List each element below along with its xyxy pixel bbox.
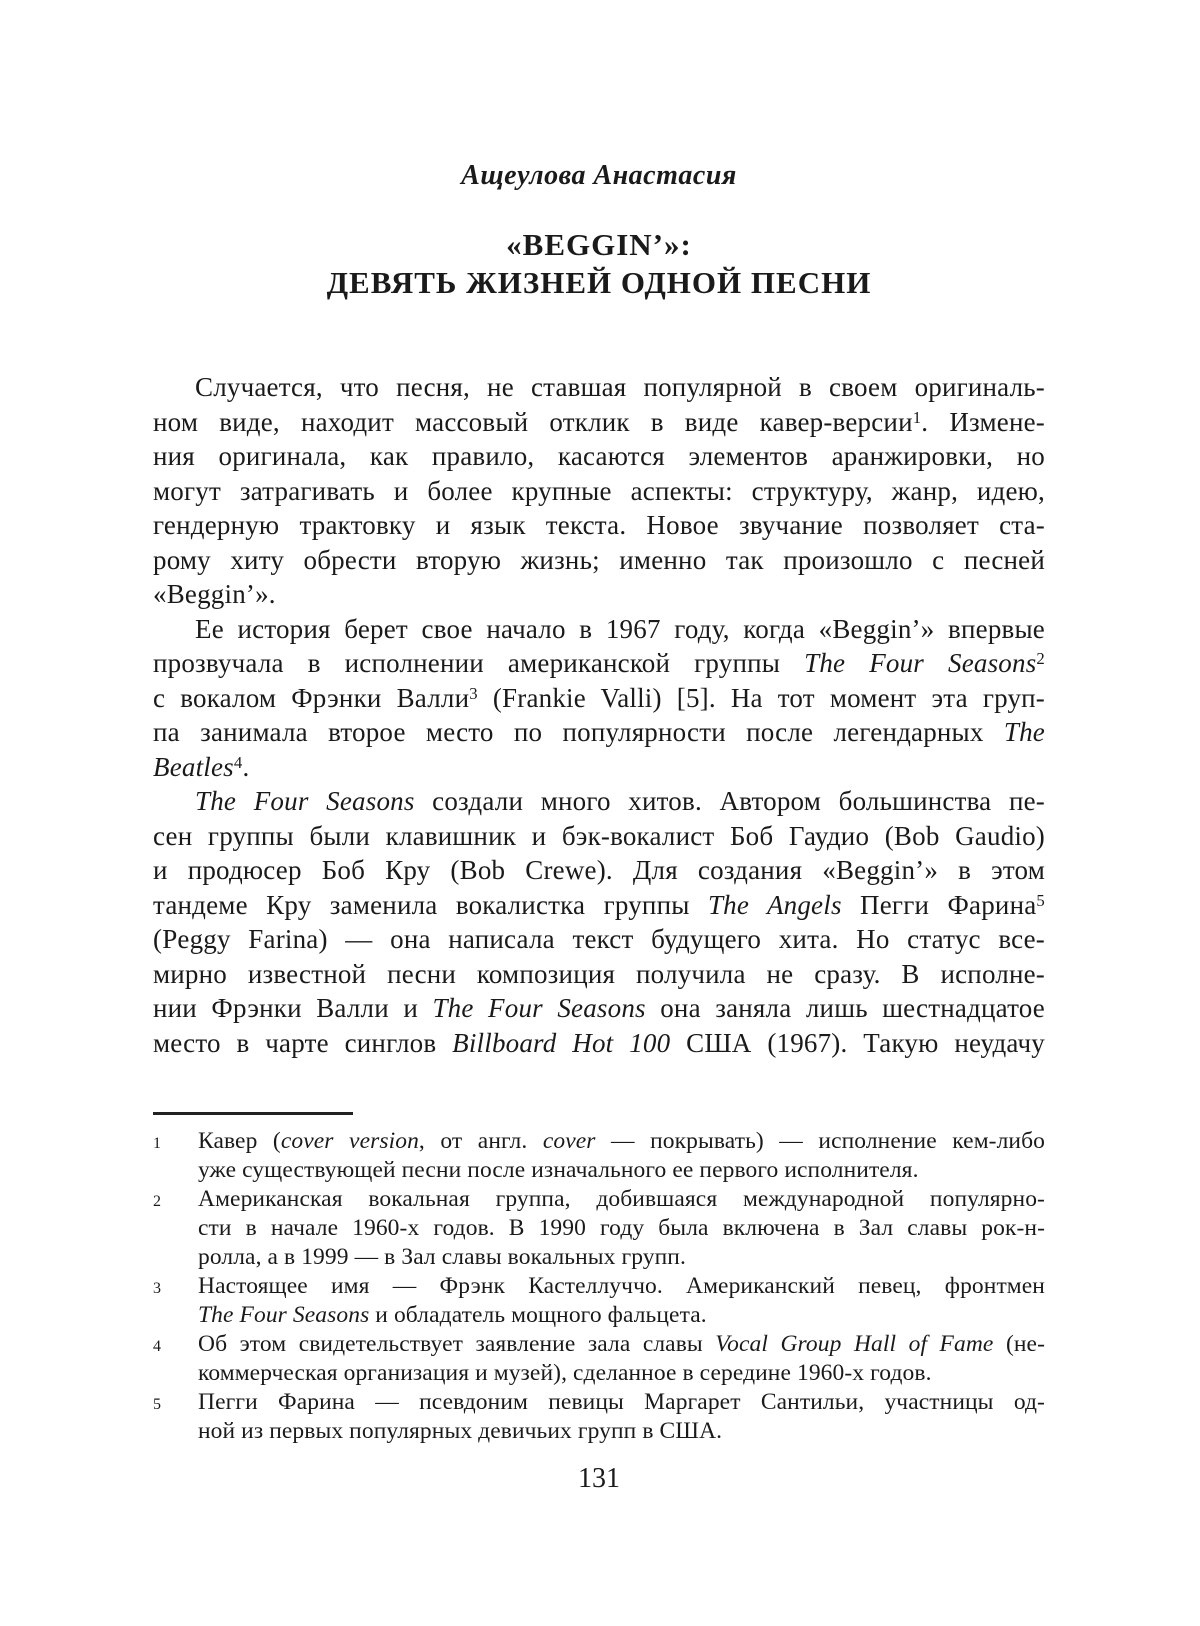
italic-text-run: The Angels: [707, 889, 842, 920]
footnote-text: [198, 1185, 1045, 1272]
body-line: [153, 543, 1045, 578]
footnote-line: [198, 1214, 1045, 1243]
text-run: ролла, а в 1999 — в Зал славы вокальных групп.: [198, 1244, 686, 1270]
footnote-line: [198, 1272, 1045, 1301]
footnote-number: 1: [153, 1135, 162, 1152]
footnote-number: 2: [153, 1193, 162, 1210]
text-run: ной из первых популярных девичьих групп в США.: [198, 1418, 723, 1444]
footnote-ref: 1: [912, 407, 922, 427]
footnote-ref: 4: [233, 752, 243, 772]
body-line: [153, 405, 1045, 440]
italic-text-run: The Four Seasons: [195, 786, 415, 816]
italic-text-run: Beatles: [153, 751, 234, 782]
italic-text-run: The: [1003, 717, 1045, 747]
body-line: [153, 577, 1045, 612]
footnote-line: [198, 1417, 1045, 1446]
page-number: 131: [578, 1463, 620, 1494]
footnotes: [153, 1127, 1045, 1446]
footnote-line: [198, 1243, 1045, 1272]
body-line: [153, 750, 1045, 785]
footnote-line: [198, 1185, 1045, 1214]
text-run: сен группы были клавишник и бэк-вокалист Боб Гаудио (Bob Gaudio): [153, 820, 1045, 851]
text-run: .: [242, 751, 250, 782]
body-line: [153, 612, 1045, 647]
body-line: [153, 853, 1045, 888]
text-run: Настоящее имя — Фрэнк Кастеллуччо. Американский певец, фронтмен: [198, 1273, 1045, 1299]
footnote-line: [198, 1330, 1045, 1359]
italic-text-run: Billboard Hot 100: [452, 1027, 671, 1058]
text-run: США (1967). Такую неудачу: [670, 1027, 1045, 1058]
article-title-line-1: «BEGGIN’»:: [506, 227, 692, 262]
text-run: Кавер (: [198, 1128, 281, 1154]
footnote-line: [198, 1359, 1045, 1388]
body-line: [153, 715, 1045, 750]
italic-text-run: The Four Seasons: [432, 993, 646, 1023]
text-run: «Beggin’».: [153, 579, 276, 609]
text-run: ния оригинала, как правило, касаются элементов аранжировки, но: [153, 441, 1045, 471]
footnote: [153, 1330, 1045, 1388]
text-run: па занимала второе место по популярности после легендарных: [153, 717, 1004, 747]
text-run: она заняла лишь шестнадцатое: [645, 993, 1045, 1023]
footnote-number: 4: [153, 1338, 162, 1355]
text-run: могут затрагивать и более крупные аспекты: структуру, жанр, идею,: [153, 475, 1045, 506]
footnote: [153, 1185, 1045, 1272]
text-run: мирно известной песни композиция получила не сразу. В исполне-: [153, 958, 1045, 989]
footnote-line: [198, 1388, 1045, 1417]
footnote-separator: [153, 1112, 353, 1115]
footnote-line: [198, 1301, 1045, 1330]
text-run: (Peggy Farina) — она написала текст будущего хита. Но статус все-: [153, 924, 1045, 954]
text-run: коммерческая организация и музей), сделанное в середине 1960-х годов.: [198, 1360, 932, 1386]
italic-text-run: The Four Seasons: [804, 648, 1037, 678]
italic-text-run: The Four Seasons: [198, 1302, 370, 1328]
text-run: рому хиту обрести вторую жизнь; именно так произошло с песней: [153, 544, 1045, 575]
text-run: и обладатель мощного фальцета.: [369, 1302, 707, 1328]
footnote: [153, 1127, 1045, 1185]
footnote-text: [198, 1272, 1045, 1330]
text-run: Американская вокальная группа, добившаяся международной популярно-: [198, 1186, 1045, 1212]
italic-text-run: Vocal Group Hall of Fame: [715, 1331, 994, 1357]
footnote: [153, 1272, 1045, 1330]
text-run: Пегги Фарина — псевдоним певицы Маргарет Сантильи, участницы од-: [198, 1389, 1045, 1415]
text-run: . Измене-: [921, 406, 1045, 437]
footnote-number: 5: [153, 1396, 162, 1413]
text-run: Об этом свидетельствует заявление зала славы: [198, 1331, 716, 1357]
body-line: [153, 784, 1045, 819]
text-run: с вокалом Фрэнки Валли: [153, 682, 470, 713]
footnote-line: [198, 1127, 1045, 1156]
text-run: место в чарте синглов: [153, 1027, 453, 1058]
text-run: — покрывать) — исполнение кем-либо: [595, 1128, 1045, 1154]
text-run: тандеме Кру заменила вокалистка группы: [153, 889, 708, 920]
text-run: нии Фрэнки Валли и: [153, 993, 433, 1023]
text-run: гендерную трактовку и язык текста. Новое звучание позволяет ста-: [153, 510, 1045, 540]
text-run: Ее история берет свое начало в 1967 году, когда «Beggin’» впервые: [195, 613, 1045, 644]
text-run: прозвучала в исполнении американской группы: [153, 648, 805, 678]
footnote-ref: 5: [1036, 890, 1045, 910]
footnote-ref: 3: [469, 683, 478, 703]
footnote-ref: 2: [1036, 649, 1045, 669]
text-run: уже существующей песни после изначального ее первого исполнителя.: [198, 1157, 919, 1183]
author-name: Ащеулова Анастасия: [461, 160, 737, 191]
body-line: [153, 957, 1045, 992]
article-body: [153, 370, 1045, 1060]
footnote-text: [198, 1330, 1045, 1388]
text-run: сти в начале 1960-х годов. В 1990 году была включена в Зал славы рок-н-: [198, 1215, 1045, 1241]
footnote-line: [198, 1156, 1045, 1185]
body-line: [153, 1026, 1045, 1061]
footnote-text: [198, 1127, 1045, 1185]
body-line: [153, 819, 1045, 854]
text-run: (Frankie Valli) [5]. На тот момент эта груп-: [477, 682, 1045, 713]
text-run: и продюсер Боб Кру (Bob Crewe). Для создания «Beggin’» в этом: [153, 855, 1045, 885]
footnote-text: [198, 1388, 1045, 1446]
footnote-number: 3: [153, 1280, 162, 1297]
body-line: [153, 439, 1045, 474]
text-run: создали много хитов. Автором большинства пе-: [414, 786, 1045, 816]
body-line: [153, 370, 1045, 405]
body-line: [153, 681, 1045, 716]
italic-text-run: cover: [542, 1128, 596, 1154]
footnote: [153, 1388, 1045, 1446]
text-run: Пегги Фарина: [841, 889, 1037, 920]
body-line: [153, 922, 1045, 957]
text-run: Случается, что песня, не ставшая популярной в своем оригиналь-: [195, 372, 1045, 402]
article-title: [153, 226, 1045, 302]
article-title-line-2: ДЕВЯТЬ ЖИЗНЕЙ ОДНОЙ ПЕСНИ: [326, 265, 872, 300]
text-run: (не-: [993, 1331, 1046, 1357]
body-line: [153, 646, 1045, 681]
text-run: , от англ.: [418, 1128, 543, 1154]
body-line: [153, 508, 1045, 543]
text-run: ном виде, находит массовый отклик в виде кавер-версии: [153, 406, 913, 437]
body-line: [153, 888, 1045, 923]
body-line: [153, 474, 1045, 509]
italic-text-run: cover version: [280, 1128, 419, 1154]
body-line: [153, 991, 1045, 1026]
